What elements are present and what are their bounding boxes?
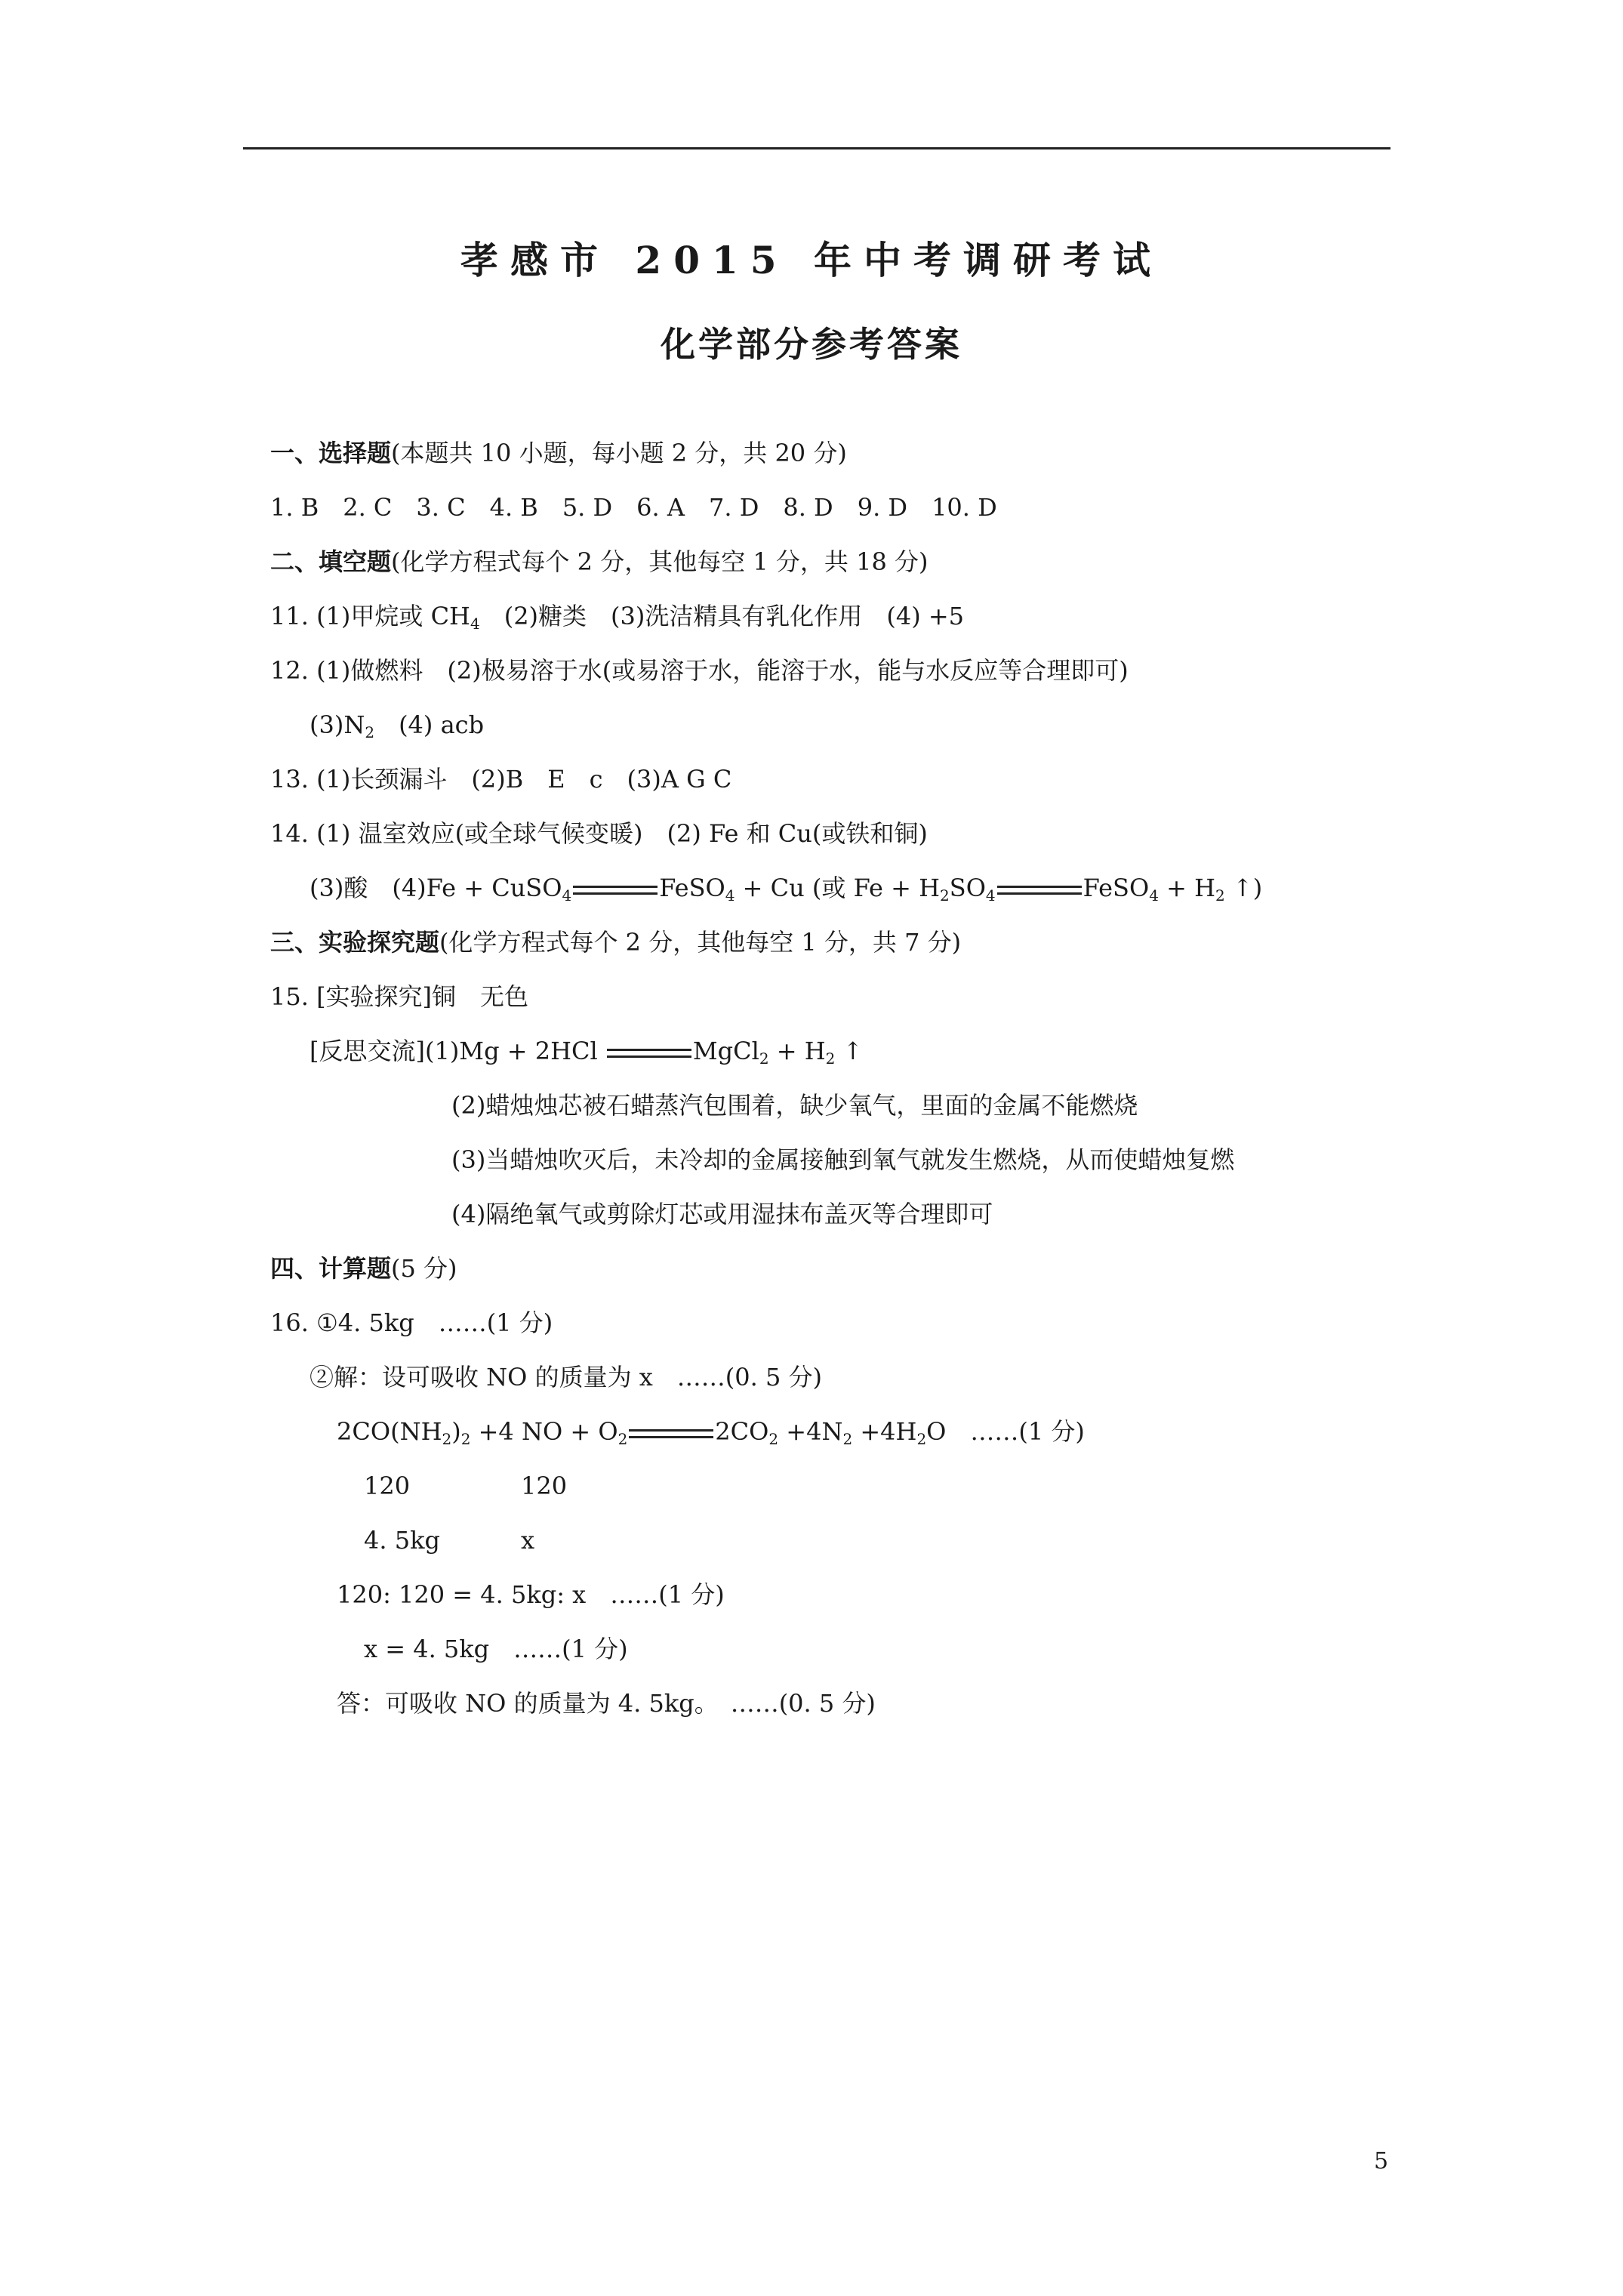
answer-15-line-5: (4)隔绝氧气或剪除灯芯或用湿抹布盖灭等合理即可 (451, 1200, 993, 1228)
page-number: 5 (1374, 2148, 1389, 2174)
answer-14-line-2: (3)酸 (4)Fe + CuSO$_4$ FeSO$_4$ + Cu (或 $Fe + H_2SO_4$ FeSO$_4$ + $H_2$ ↑) (310, 874, 1263, 905)
answer-16-ratio-a2: 4. 5kg (364, 1526, 440, 1555)
equals-sign (629, 1429, 713, 1438)
answer-13: 13. (1)长颈漏斗 (2)B E c (3)A G C (270, 765, 732, 794)
section-3-heading: 三、实验探究题(化学方程式每个 2 分，其他每空 1 分，共 7 分) (270, 928, 962, 957)
answer-12-line-1: 12. (1)做燃料 (2)极易溶于水(或易溶于水，能溶于水，能与水反应等合理即可) (270, 656, 1129, 685)
equals-sign (997, 886, 1082, 895)
answer-16-proportion: 120: 120 = 4. 5kg: x ……(1 分) (337, 1580, 725, 1609)
answer-16-result: x = 4. 5kg ……(1 分) (364, 1635, 628, 1663)
answer-16-conclusion: 答：可吸收 NO 的质量为 4. 5kg。 ……(0. 5 分) (337, 1689, 876, 1718)
answer-16-ratio-b2: x (521, 1526, 535, 1555)
section-2-heading: 二、填空题(化学方程式每个 2 分，其他每空 1 分，共 18 分) (270, 547, 929, 576)
equals-sign (573, 886, 658, 895)
answer-12-line-2: $(3)N_2$ (4) acb (310, 710, 485, 741)
answer-15-line-1: 15. [实验探究]铜 无色 (270, 982, 529, 1011)
answer-16-ratio-b1: 120 (521, 1472, 568, 1500)
answer-16-equation: $2CO(NH_2)_2 +4$ NO + $O_2$ $2CO_2 +4N_2 +4H_2O$ ……(1 分) (337, 1417, 1085, 1448)
section-4-heading: 四、计算题(5 分) (270, 1254, 457, 1283)
answers-1-10: 1. B 2. C 3. C 4. B 5. D 6. A 7. D 8. D 9. D 10. D (270, 493, 997, 522)
answer-16-ratio-a1: 120 (364, 1472, 411, 1500)
answer-11: 11. (1)甲烷或 $CH_4$ (2)糖类 (3)洗洁精具有乳化作用 (4) +5 (270, 602, 965, 633)
page-title: 孝感市 2015 年中考调研考试 (460, 238, 1163, 282)
answer-16-line-2: ②解：设可吸收 NO 的质量为 x ……(0. 5 分) (310, 1363, 823, 1391)
answer-15-line-3: (2)蜡烛烛芯被石蜡蒸汽包围着，缺少氧气，里面的金属不能燃烧 (451, 1091, 1138, 1120)
section-1-heading: 一、选择题(本题共 10 小题，每小题 2 分，共 20 分) (270, 439, 847, 467)
answer-15-line-2: [反思交流](1)Mg + 2HCl MgCl$_2$ + $H_2$ ↑ (310, 1037, 864, 1068)
answer-15-line-4: (3)当蜡烛吹灭后，未冷却的金属接触到氧气就发生燃烧，从而使蜡烛复燃 (451, 1145, 1235, 1174)
page-subtitle: 化学部分参考答案 (661, 324, 962, 365)
equals-sign (607, 1049, 691, 1058)
answer-16-line-1: 16. ①4. 5kg ……(1 分) (270, 1308, 553, 1337)
answer-14-line-1: 14. (1) 温室效应(或全球气候变暖) (2) Fe 和 Cu(或铁和铜) (270, 819, 928, 848)
header-rule (243, 147, 1390, 149)
